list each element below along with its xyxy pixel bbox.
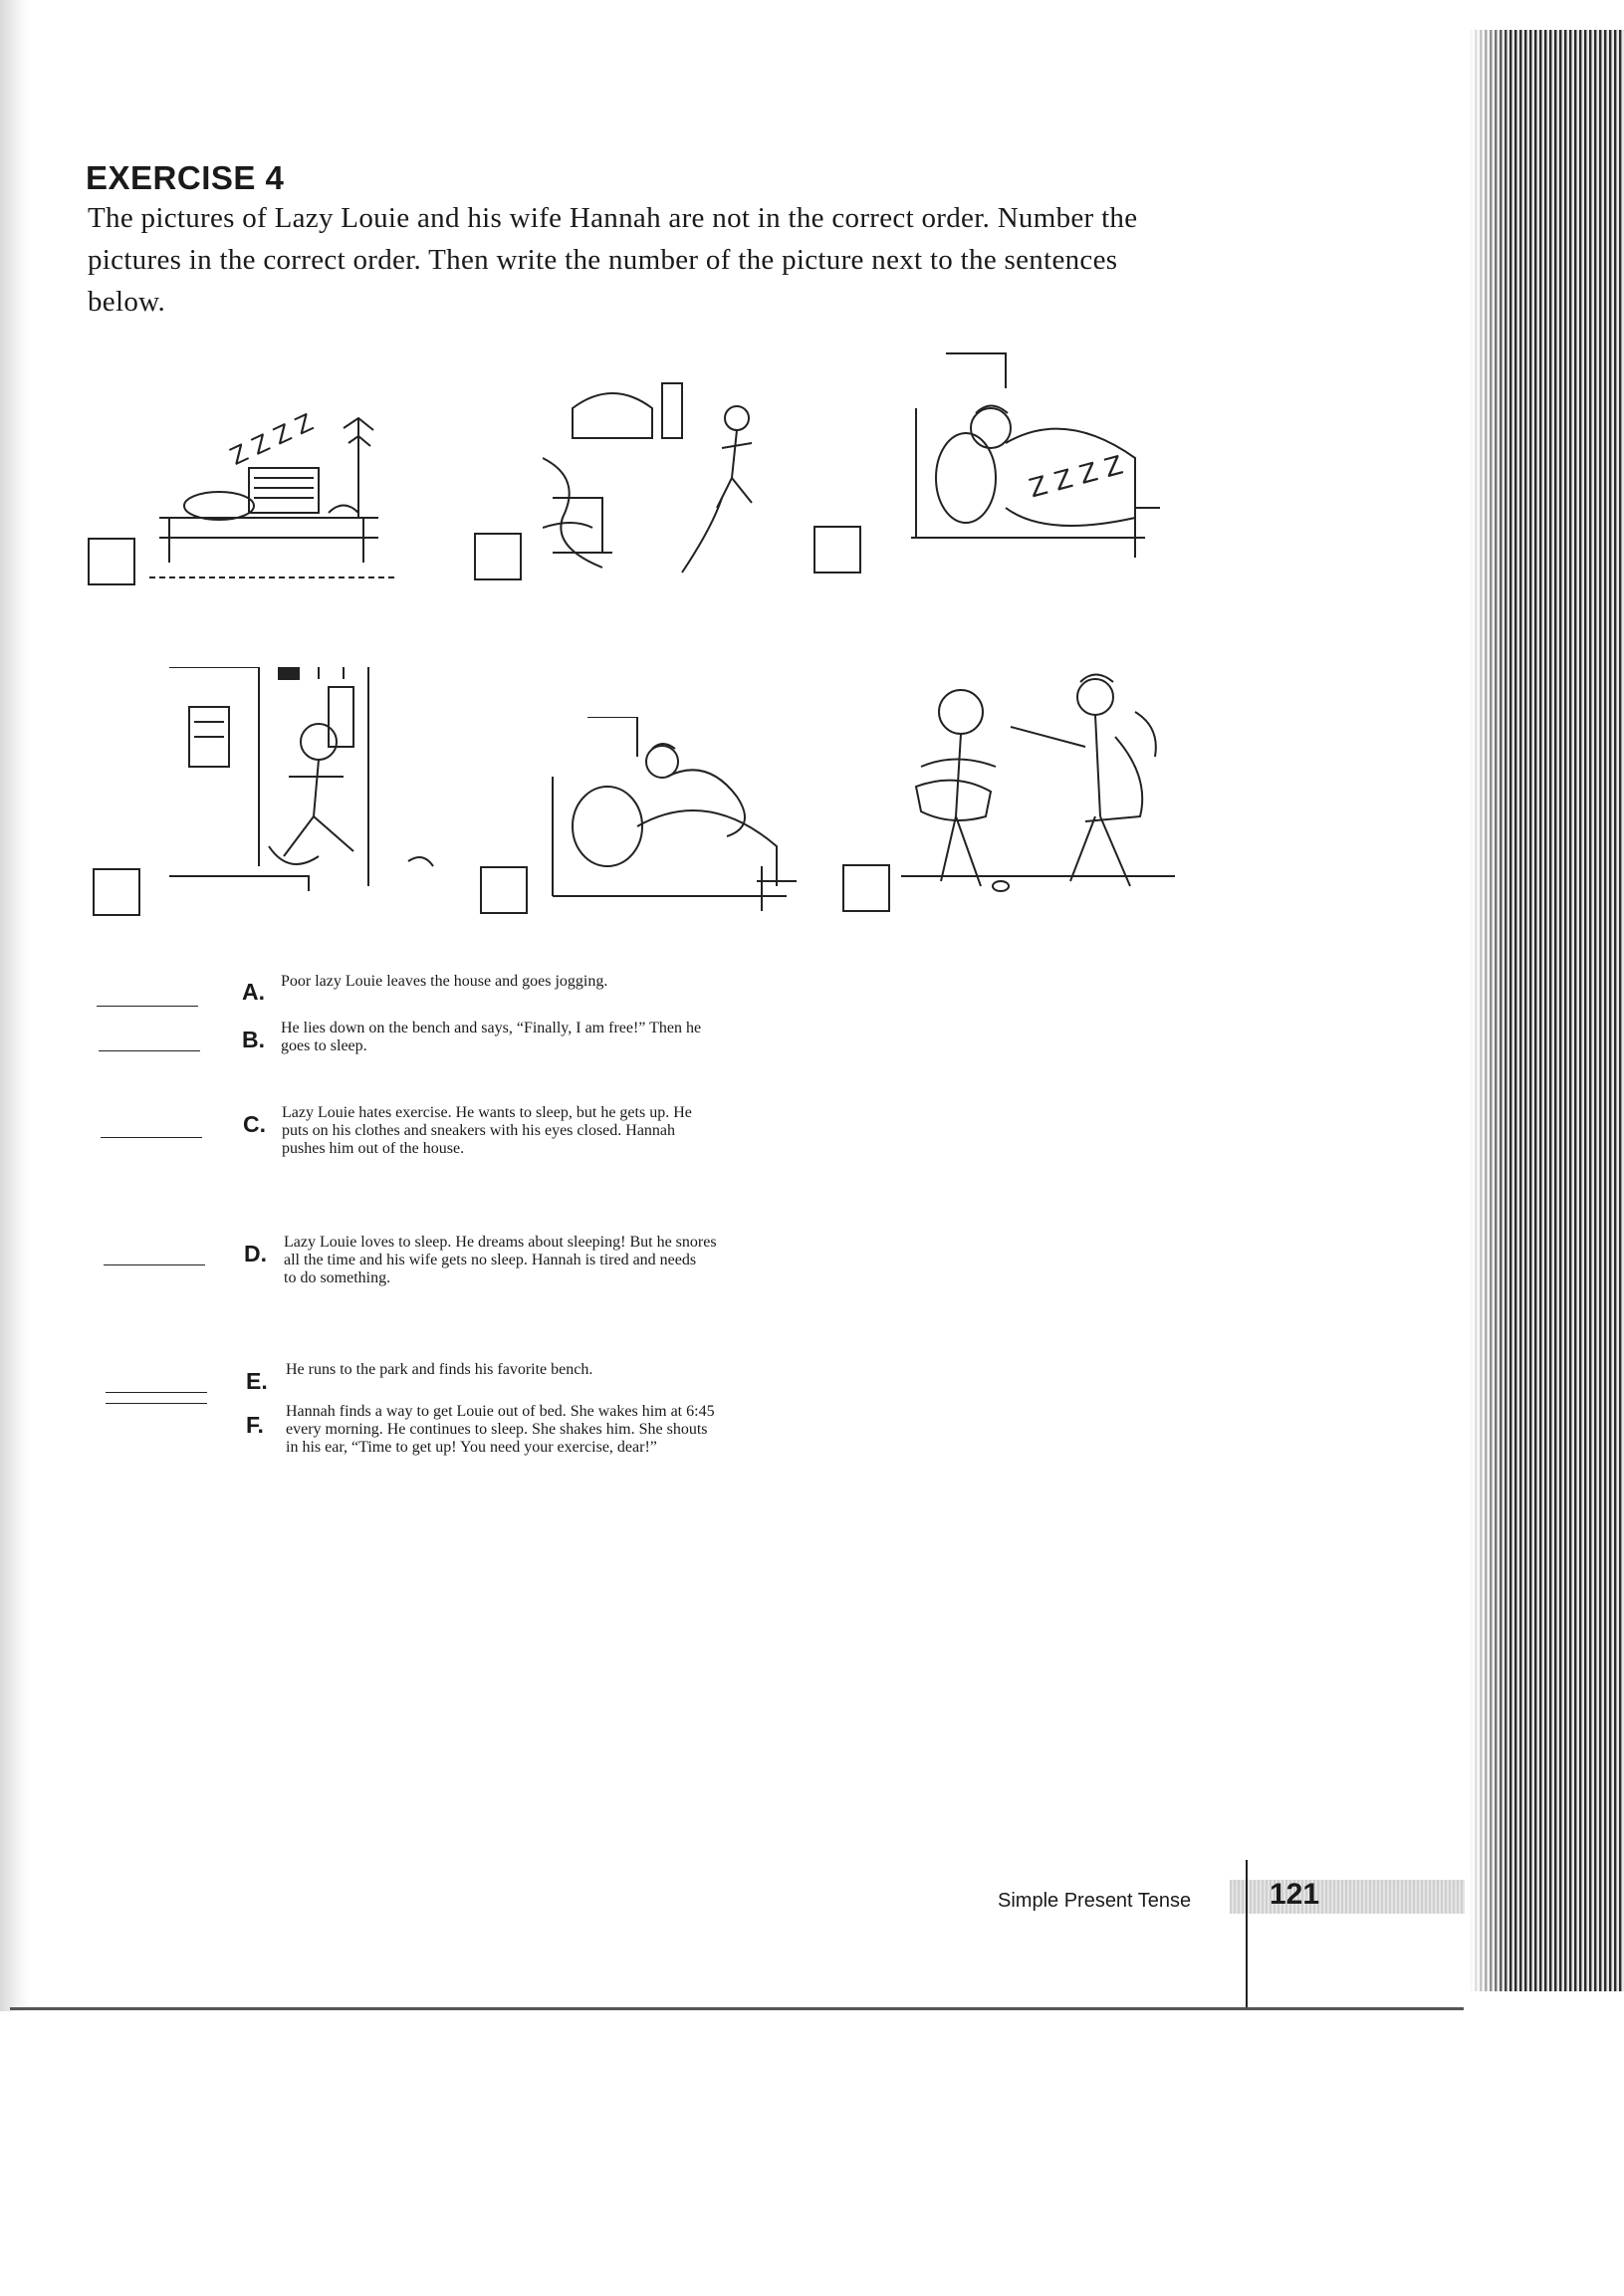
sentence-d	[284, 1234, 1180, 1287]
hannah-pushing-louie-icon	[901, 667, 1175, 911]
sentence-c	[282, 1104, 1178, 1158]
sentence-letter-a: A.	[242, 979, 265, 1005]
sentence-letter-f: F.	[246, 1412, 264, 1438]
sentence-f	[286, 1403, 1182, 1457]
sentence-c-line-3: pushes him out of the house.	[282, 1140, 465, 1157]
sentence-d-line-2: all the time and his wife gets no sleep. Hannah is tired and needs	[284, 1252, 697, 1268]
footer-section-title: Simple Present Tense	[998, 1890, 1192, 1912]
louie-leaving-house-icon	[169, 667, 443, 896]
picture-1	[149, 388, 398, 587]
picture-4-number-box[interactable]	[93, 868, 140, 916]
page-number: 121	[1270, 1878, 1320, 1911]
sentence-f-line-1: Hannah finds a way to get Louie out of bed. She wakes him at 6:45	[286, 1403, 715, 1420]
answer-blank-e[interactable]	[106, 1392, 207, 1393]
answer-blank-b[interactable]	[99, 1050, 200, 1051]
picture-6-number-box[interactable]	[842, 864, 890, 912]
svg-text:Z Z Z Z: Z Z Z Z	[1026, 450, 1127, 505]
sentence-b-line-2: goes to sleep.	[281, 1037, 367, 1054]
picture-1-number-box[interactable]	[88, 538, 135, 585]
sentence-e	[286, 1361, 1182, 1379]
picture-5-number-box[interactable]	[480, 866, 528, 914]
answer-blank-f[interactable]	[106, 1403, 207, 1404]
picture-5	[548, 717, 797, 911]
sentence-d-line-1: Lazy Louie loves to sleep. He dreams about sleeping! But he snores	[284, 1234, 717, 1251]
footer-divider	[1246, 1860, 1248, 2009]
sentence-letter-d: D.	[244, 1241, 267, 1266]
sentence-f-line-2: every morning. He continues to sleep. She shakes him. She shouts	[286, 1421, 708, 1438]
exercise-instructions: The pictures of Lazy Louie and his wife Hannah are not in the correct order. Number the pictures in the correct order. Then write the number of the picture next to the sentences below.	[88, 202, 1138, 318]
svg-text:Z Z Z Z: Z Z Z Z	[225, 408, 318, 471]
answer-blank-a[interactable]	[97, 1006, 198, 1007]
louie-sleeping-on-bench-icon	[149, 388, 398, 587]
page-number-shading	[1230, 1880, 1465, 1914]
book-gutter-fade	[1470, 30, 1509, 1991]
louie-jogging-in-park-icon	[543, 378, 772, 577]
exercise-title: EXERCISE 4	[86, 159, 285, 196]
sentence-a	[281, 973, 1177, 991]
hannah-waking-louie-icon	[548, 717, 797, 911]
answer-blank-d[interactable]	[104, 1264, 205, 1265]
sentence-e-line-1: He runs to the park and finds his favorite bench.	[286, 1361, 593, 1378]
sentence-b-line-1: He lies down on the bench and says, “Finally, I am free!” Then he	[281, 1020, 702, 1036]
sentence-letter-e: E.	[246, 1368, 268, 1394]
sentence-d-line-3: to do something.	[284, 1269, 391, 1286]
sentence-letter-c: C.	[243, 1111, 266, 1137]
picture-3-number-box[interactable]	[813, 526, 861, 574]
sentence-letter-b: B.	[242, 1027, 265, 1052]
picture-2-number-box[interactable]	[474, 533, 522, 580]
page-bottom-edge	[10, 2007, 1464, 2010]
picture-4	[169, 667, 443, 896]
sentence-a-line-1: Poor lazy Louie leaves the house and goes jogging.	[281, 973, 608, 990]
picture-2	[543, 378, 772, 577]
picture-3	[896, 348, 1160, 568]
sentence-c-line-1: Lazy Louie hates exercise. He wants to sleep, but he gets up. He	[282, 1104, 692, 1121]
sentence-b	[281, 1020, 1177, 1055]
answer-blank-c[interactable]	[101, 1137, 202, 1138]
page-left-edge-shadow	[0, 0, 30, 2011]
sentence-f-line-3: in his ear, “Time to get up! You need your exercise, dear!”	[286, 1439, 657, 1456]
louie-snoring-in-bed-icon	[896, 348, 1160, 568]
sentence-c-line-2: puts on his clothes and sneakers with his eyes closed. Hannah	[282, 1122, 676, 1139]
picture-6	[901, 667, 1175, 911]
